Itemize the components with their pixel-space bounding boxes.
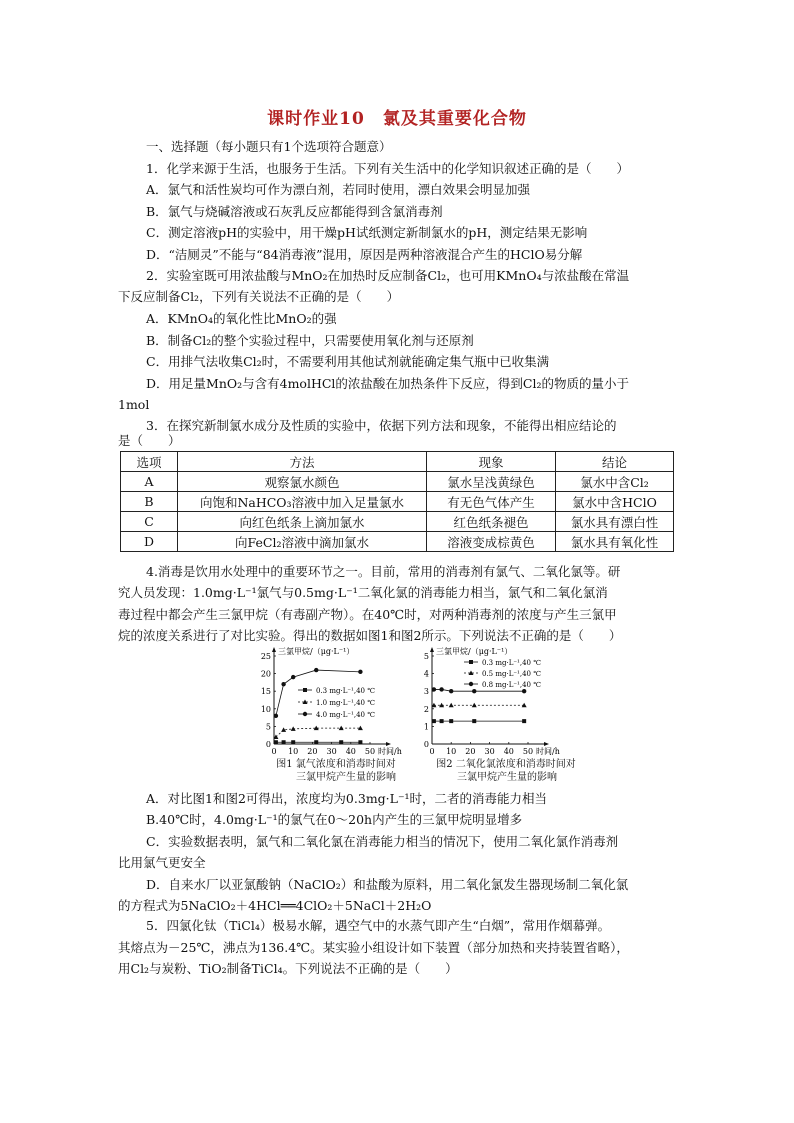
x-axis-label: 时间/h [536, 747, 560, 756]
data-point-square [303, 688, 307, 692]
y-tick-label: 10 [260, 704, 271, 714]
figure-2-caption-line1: 图2 二氧化氯浓度和消毒时间对 [436, 759, 576, 770]
table-header: 结论 [556, 452, 674, 472]
table-row [121, 532, 674, 552]
data-point-square [282, 740, 286, 744]
x-tick-label: 20 [307, 747, 318, 756]
y-axis-label: 三氯甲烷/（μg·L⁻¹） [278, 647, 355, 656]
y-tick-label: 2 [423, 704, 429, 714]
table-cell: 红色纸条褪色 [427, 512, 556, 532]
q1-option-a: A．氯气和活性炭均可作为漂白剂，若同时使用，漂白效果会明显加强 [146, 182, 531, 197]
y-tick-label: 3 [423, 687, 429, 697]
data-point-square [314, 740, 318, 744]
q4-option-a: A．对比图1和图2可得出，浓度均为0.3mg·L⁻¹时，二者的消毒能力相当 [146, 791, 548, 806]
data-point-square [522, 719, 526, 723]
q4-stem-line4: 烷的浓度关系进行了对比实验。得出的数据如图1和图2所示。下列说法不正确的是（ ） [118, 628, 622, 643]
y-axis-arrow [430, 647, 434, 652]
q3-stem-line2: 是（ ） [118, 433, 181, 448]
q4-option-c-line1: C．实验数据表明，氯气和二氧化氯在消毒能力相当的情况下，使用二氧化氯作消毒剂 [146, 834, 619, 849]
x-tick-label: 30 [326, 747, 337, 756]
q4-stem-line1: 4.消毒是饮用水处理中的重要环节之一。目前，常用的消毒剂有氯气、二氧化氯等。研 [146, 564, 621, 579]
data-point-circle [358, 670, 362, 674]
q5-stem-line3: 用Cl₂与炭粉、TiO₂制备TiCl₄。下列说法不正确的是（ ） [118, 961, 458, 976]
table-cell: 氯水呈浅黄绿色 [427, 472, 556, 492]
table-row [121, 512, 674, 532]
table-cell: A [121, 472, 178, 492]
legend-label: 1.0 mg·L⁻¹,40 ℃ [316, 699, 376, 707]
q1-option-b: B．氯气与烧碱溶液或石灰乳反应都能得到含氯消毒剂 [146, 204, 443, 219]
data-point-square [432, 719, 436, 723]
q2-option-c: C．用排气法收集Cl₂时，不需要利用其他试剂就能确定集气瓶中已收集满 [146, 354, 550, 369]
y-tick-label: 0 [265, 740, 271, 749]
data-point-square [469, 660, 473, 664]
section-heading: 一、选择题（每小题只有1个选项符合题意） [146, 139, 392, 154]
data-point-triangle [472, 703, 477, 708]
x-tick-label: 0 [271, 747, 277, 756]
legend-label: 0.5 mg·L⁻¹,40 ℃ [482, 670, 542, 678]
x-tick-label: 30 [484, 747, 495, 756]
y-tick-label: 4 [423, 669, 429, 679]
q3-table [120, 451, 674, 552]
figure-1-chart [252, 644, 422, 756]
legend-label: 0.3 mg·L⁻¹,40 ℃ [316, 687, 376, 695]
q5-stem-line2: 其熔点为－25℃，沸点为136.4℃。某实验小组设计如下装置（部分加热和夹持装置省略）， [118, 940, 629, 955]
series-line [434, 689, 524, 691]
figure-1-caption-line2: 三氯甲烷产生量的影响 [296, 772, 396, 783]
data-point-circle [432, 687, 436, 691]
x-tick-label: 40 [345, 747, 356, 756]
q1-stem: 1．化学来源于生活，也服务于生活。下列有关生活中的化学知识叙述正确的是（ ） [146, 161, 629, 176]
legend-label: 0.3 mg·L⁻¹,40 ℃ [482, 659, 542, 667]
table-cell: 观察氯水颜色 [178, 472, 427, 492]
table-cell: 有无色气体产生 [427, 492, 556, 512]
q4-stem-line3: 毒过程中都会产生三氯甲烷（有毒副产物）。在40℃时，对两种消毒剂的浓度与产生三氯甲 [118, 607, 617, 622]
figure-2-caption [406, 758, 606, 784]
data-point-square [274, 740, 278, 744]
data-point-circle [303, 712, 307, 716]
x-axis-label: 时间/h [378, 747, 402, 756]
legend-label: 0.8 mg·L⁻¹,40 ℃ [482, 681, 542, 689]
q2-option-a: A．KMnO₄的氧化性比MnO₂的强 [146, 311, 337, 326]
data-point-square [358, 740, 362, 744]
y-tick-label: 20 [260, 669, 271, 679]
figure-2-caption-line2: 三氯甲烷产生量的影响 [457, 772, 557, 783]
figure-2-chart [410, 644, 580, 756]
legend-label: 4.0 mg·L⁻¹,40 ℃ [316, 711, 376, 719]
data-point-circle [439, 687, 443, 691]
q5-stem-line1: 5．四氯化钛（TiCl₄）极易水解，遇空气中的水蒸气即产生“白烟”，常用作烟幕弹。 [146, 918, 611, 933]
x-tick-label: 50 [364, 747, 376, 756]
table-cell: 氯水中含Cl₂ [556, 472, 674, 492]
table-header-row [121, 452, 674, 472]
q2-stem-line2: 下反应制备Cl₂，下列有关说法不正确的是（ ） [118, 289, 400, 304]
q2-option-d-line2: 1mol [118, 397, 150, 412]
y-tick-label: 5 [423, 652, 429, 661]
x-tick-label: 20 [465, 747, 476, 756]
data-point-circle [291, 675, 295, 679]
q4-option-d-line2: 的方程式为5NaClO₂＋4HCl══4ClO₂＋5NaCl＋2H₂O [118, 898, 432, 913]
data-point-circle [522, 689, 526, 693]
data-point-circle [274, 714, 278, 718]
y-axis-arrow [272, 647, 276, 652]
y-tick-label: 25 [260, 652, 271, 661]
y-tick-label: 0 [423, 740, 429, 749]
table-cell: 向饱和NaHCO₃溶液中加入足量氯水 [178, 492, 427, 512]
q2-option-b: B．制备Cl₂的整个实验过程中，只需要使用氧化剂与还原剂 [146, 333, 474, 348]
table-row [121, 492, 674, 512]
q4-stem-line2: 究人员发现：1.0mg·L⁻¹氯气与0.5mg·L⁻¹二氧化氯的消毒能力相当，氯气和二氧化氯消 [118, 585, 608, 600]
table-cell: 氯水中含HClO [556, 492, 674, 512]
q2-stem-line1: 2．实验室既可用浓盐酸与MnO₂在加热时反应制备Cl₂，也可用KMnO₄与浓盐酸在常温 [146, 268, 630, 283]
data-point-square [440, 719, 444, 723]
x-tick-label: 10 [446, 747, 457, 756]
y-tick-label: 5 [265, 722, 271, 732]
data-point-circle [472, 689, 476, 693]
table-row [121, 472, 674, 492]
q2-option-d-line1: D．用足量MnO₂与含有4molHCl的浓盐酸在加热条件下反应，得到Cl₂的物质的量小于 [146, 376, 629, 391]
y-tick-label: 15 [260, 687, 271, 697]
q1-option-d: D．“洁厕灵”不能与“84消毒液”混用，原因是两种溶液混合产生的HClO易分解 [146, 247, 583, 262]
x-tick-label: 50 [522, 747, 534, 756]
figure-1 [252, 644, 422, 756]
table-cell: 氯水具有氧化性 [556, 532, 674, 552]
table-header: 方法 [178, 452, 427, 472]
table-header: 选项 [121, 452, 178, 472]
page-title: 课时作业10 氯及其重要化合物 [267, 109, 527, 129]
table-cell: 氯水具有漂白性 [556, 512, 674, 532]
table-cell: D [121, 532, 178, 552]
table-cell: 溶液变成棕黄色 [427, 532, 556, 552]
q4-option-b: B.40℃时，4.0mg·L⁻¹的氯气在0～20h内产生的三氯甲烷明显增多 [146, 812, 523, 827]
data-point-triangle [449, 703, 454, 708]
x-tick-label: 0 [429, 747, 435, 756]
x-tick-label: 10 [288, 747, 299, 756]
table-cell: 向红色纸条上滴加氯水 [178, 512, 427, 532]
data-point-circle [449, 689, 453, 693]
figure-1-caption-line1: 图1 氯气浓度和消毒时间对 [276, 759, 396, 770]
q4-option-d-line1: D．自来水厂以亚氯酸钠（NaClO₂）和盐酸为原料，用二氧化氯发生器现场制二氧化氯 [146, 877, 629, 892]
q4-option-c-line2: 比用氯气更安全 [118, 855, 206, 870]
table-cell: C [121, 512, 178, 532]
q1-option-c: C．测定溶液pH的实验中，用干燥pH试纸测定新制氯水的pH，测定结果无影响 [146, 225, 588, 240]
data-point-square [339, 740, 343, 744]
data-point-circle [281, 682, 285, 686]
x-tick-label: 40 [503, 747, 514, 756]
y-tick-label: 1 [423, 722, 429, 732]
x-axis-arrow [544, 742, 549, 746]
data-point-square [449, 719, 453, 723]
data-point-square [291, 740, 295, 744]
table-cell: 向FeCl₂溶液中滴加氯水 [178, 532, 427, 552]
x-axis-arrow [386, 742, 391, 746]
data-point-square [472, 719, 476, 723]
data-point-circle [314, 668, 318, 672]
table-header: 现象 [427, 452, 556, 472]
table-cell: B [121, 492, 178, 512]
q3-stem-line1: 3．在探究新制氯水成分及性质的实验中，依据下列方法和现象，不能得出相应结论的 [146, 418, 617, 433]
y-axis-label: 三氯甲烷/（μg·L⁻¹） [436, 647, 513, 656]
data-point-circle [469, 682, 473, 686]
figure-2 [410, 644, 580, 756]
